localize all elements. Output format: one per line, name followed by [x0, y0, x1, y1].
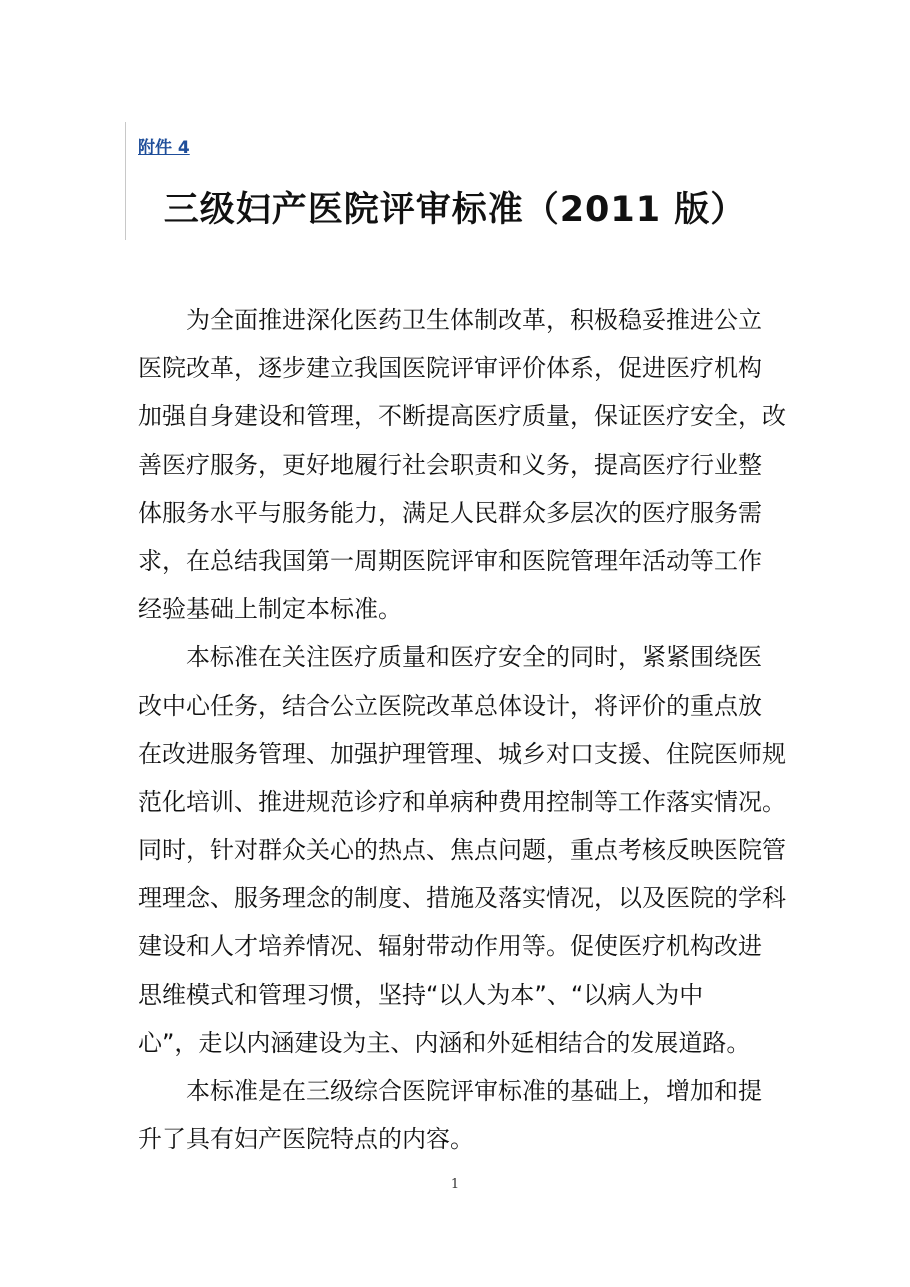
body-line: 心”，走以内涵建设为主、内涵和外延相结合的发展道路。: [138, 1028, 751, 1057]
body-line: 善医疗服务，更好地履行社会职责和义务，提高医疗行业整: [138, 450, 762, 479]
body-line: 医院改革，逐步建立我国医院评审评价体系，促进医疗机构: [138, 354, 762, 383]
body-line: 在改进服务管理、加强护理管理、城乡对口支援、住院医师规: [138, 739, 786, 768]
document-title: 三级妇产医院评审标准（2011 版）: [163, 190, 747, 230]
document-body: [138, 296, 798, 1163]
body-line: 本标准是在三级综合医院评审标准的基础上，增加和提: [138, 1077, 762, 1105]
body-line: 求，在总结我国第一周期医院评审和医院管理年活动等工作: [138, 546, 762, 575]
body-line: 同时，针对群众关心的热点、焦点问题，重点考核反映医院管: [138, 836, 786, 865]
body-line: 改中心任务，结合公立医院改革总体设计，将评价的重点放: [138, 691, 762, 720]
body-line: 思维模式和管理习惯，坚持“以人为本”、“以病人为中: [138, 980, 704, 1009]
body-line: 经验基础上制定本标准。: [138, 595, 402, 624]
attachment-label: 附件 4: [138, 138, 190, 158]
page-number: 1: [450, 1177, 460, 1192]
body-line: 建设和人才培养情况、辐射带动作用等。促使医疗机构改进: [138, 932, 762, 961]
body-line: 体服务水平与服务能力，满足人民群众多层次的医疗服务需: [138, 498, 762, 527]
body-line: 加强自身建设和管理，不断提高医疗质量，保证医疗安全，改: [138, 402, 786, 431]
body-line: 为全面推进深化医药卫生体制改革，积极稳妥推进公立: [138, 306, 762, 334]
body-line: 升了具有妇产医院特点的内容。: [138, 1125, 474, 1154]
body-line: 范化培训、推进规范诊疗和单病种费用控制等工作落实情况。: [138, 787, 786, 816]
body-line: 理理念、服务理念的制度、措施及落实情况，以及医院的学科: [138, 884, 786, 913]
body-line: 本标准在关注医疗质量和医疗安全的同时，紧紧围绕医: [138, 643, 762, 672]
